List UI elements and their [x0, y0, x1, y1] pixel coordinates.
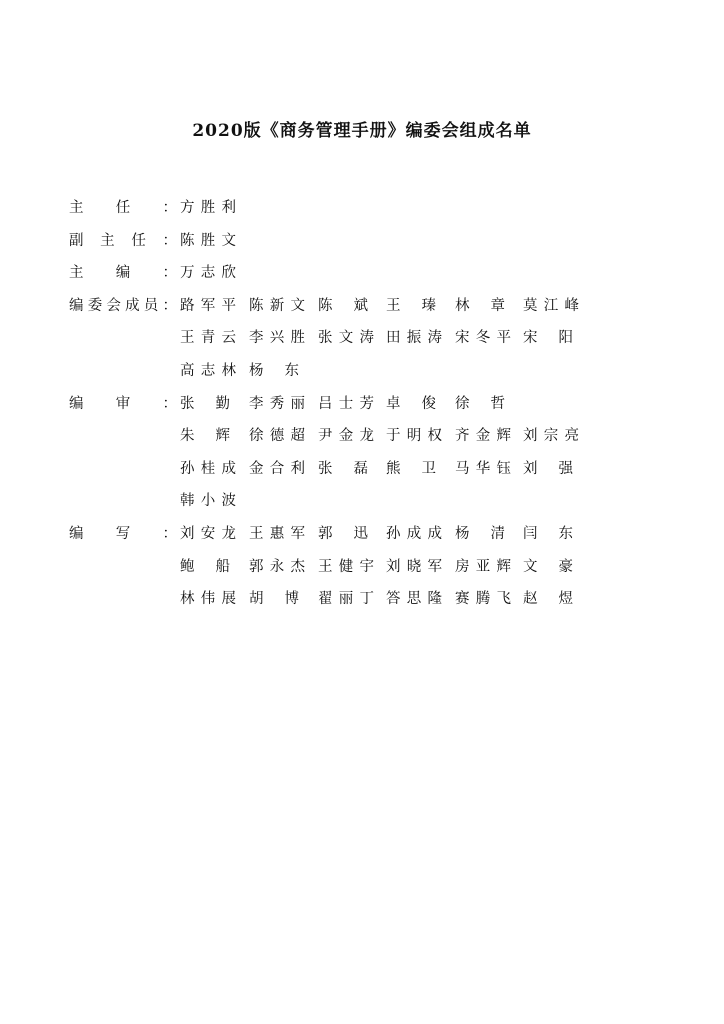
member-name: 鲍 船	[180, 558, 230, 575]
roster-row	[0, 486, 724, 516]
member-name: 陈 新 文	[249, 297, 305, 314]
member-name: 杨 东	[249, 363, 299, 379]
member-name: 马 华 钰	[455, 460, 511, 477]
member-name: 李 秀 丽	[249, 395, 305, 412]
member-name: 孙 桂 成	[180, 460, 236, 477]
member-name: 万 志 欣	[180, 265, 236, 282]
member-name: 高 志 林	[180, 363, 236, 379]
member-name: 翟 丽 丁	[318, 591, 374, 608]
member-name: 杨 清	[455, 526, 505, 542]
member-name: 朱 辉	[180, 428, 230, 445]
member-name: 闫 东	[523, 526, 573, 542]
roster-row	[0, 258, 724, 288]
member-name: 路 军 平	[180, 297, 236, 314]
member-name: 王 青 云	[180, 330, 236, 347]
member-name: 赵 煜	[523, 591, 573, 608]
member-name: 王 惠 军	[249, 526, 305, 542]
member-name: 吕 士 芳	[318, 395, 374, 412]
role-label: 副 主 任 ：	[69, 232, 177, 249]
member-name: 方 胜 利	[180, 200, 236, 216]
roster-row	[0, 552, 724, 582]
member-name: 房 亚 辉	[455, 558, 511, 575]
member-name: 徐 哲	[455, 395, 505, 412]
roster-row	[0, 323, 724, 353]
member-name: 文 豪	[523, 558, 573, 575]
roster-row	[0, 226, 724, 256]
member-name: 李 兴 胜	[249, 330, 305, 347]
member-name: 田 振 涛	[386, 330, 442, 347]
member-name: 陈 胜 文	[180, 232, 236, 249]
member-name: 徐 德 超	[249, 428, 305, 445]
role-label: 编 写 ：	[69, 526, 177, 542]
member-name: 答 思 隆	[386, 591, 442, 608]
member-name: 卓 俊	[386, 395, 436, 412]
member-name: 韩 小 波	[180, 493, 236, 510]
member-name: 张 勤	[180, 395, 230, 412]
role-label: 编 委 会 成 员 ：	[69, 297, 177, 314]
member-name: 王 健 宇	[318, 558, 374, 575]
member-name: 赛 腾 飞	[455, 591, 511, 608]
member-name: 刘 宗 亮	[523, 428, 579, 445]
member-name: 金 合 利	[249, 460, 305, 477]
member-name: 刘 晓 军	[386, 558, 442, 575]
member-name: 莫 江 峰	[523, 297, 579, 314]
member-name: 郭 永 杰	[249, 558, 305, 575]
member-name: 孙 成 成	[386, 526, 442, 542]
document-title: 2020版《商务管理手册》编委会组成名单	[192, 121, 532, 141]
member-name: 王 瑧	[386, 297, 436, 314]
member-name: 于 明 权	[386, 428, 442, 445]
roster-row	[0, 454, 724, 484]
roster-row	[0, 291, 724, 321]
member-name: 刘 安 龙	[180, 526, 236, 542]
member-name: 熊 卫	[386, 460, 436, 477]
member-name: 林 章	[455, 297, 505, 314]
role-label: 主 编 ：	[69, 265, 177, 282]
member-name: 陈 斌	[318, 297, 368, 314]
roster-row	[0, 421, 724, 451]
member-name: 宋 冬 平	[455, 330, 511, 347]
member-name: 刘 强	[523, 460, 573, 477]
member-name: 张 文 涛	[318, 330, 374, 347]
roster-row	[0, 519, 724, 549]
member-name: 张 磊	[318, 460, 368, 477]
member-name: 齐 金 辉	[455, 428, 511, 445]
role-label: 主 任 ：	[69, 200, 177, 216]
member-name: 宋 阳	[523, 330, 573, 347]
role-label: 编 审 ：	[69, 395, 177, 412]
member-name: 郭 迅	[318, 526, 368, 542]
roster-row	[0, 193, 724, 223]
roster-row	[0, 356, 724, 386]
roster-row	[0, 389, 724, 419]
member-name: 尹 金 龙	[318, 428, 374, 445]
roster-row	[0, 584, 724, 614]
member-name: 胡 博	[249, 591, 299, 608]
member-name: 林 伟 展	[180, 591, 236, 608]
